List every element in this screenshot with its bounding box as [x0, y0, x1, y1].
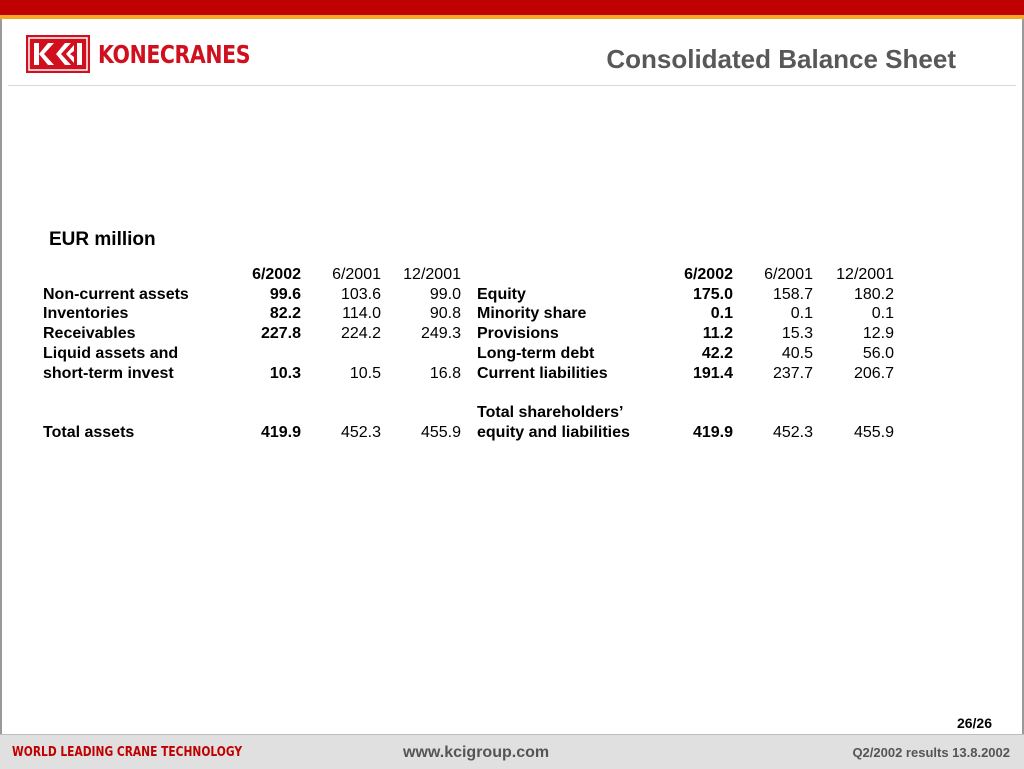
cell-left-6-2001: 10.5 — [349, 364, 381, 382]
header-divider — [8, 85, 1016, 86]
cell-left-label: short-term invest — [43, 364, 174, 382]
logo-wordmark: KONECRANES — [98, 39, 251, 69]
cell-left-label: Total assets — [43, 423, 135, 441]
cell-left-6-2001 — [301, 344, 381, 364]
balance-sheet-table — [43, 265, 894, 442]
cell-right-6-2001: 237.7 — [772, 364, 813, 382]
cell-right-12-2001: 0.1 — [871, 305, 894, 323]
table-row — [43, 364, 894, 384]
col-header-right-6-2001: 6/2001 — [764, 266, 813, 283]
cell-left-label: Receivables — [43, 325, 136, 343]
cell-left-6-2002: 82.2 — [269, 305, 301, 323]
cell-left-6-2002: 10.3 — [269, 364, 301, 382]
col-header-right-12-2001: 12/2001 — [836, 266, 894, 283]
table-row — [43, 423, 894, 443]
cell-right-12-2001 — [813, 383, 894, 403]
cell-right-6-2001: 452.3 — [772, 423, 813, 441]
cell-right-label — [461, 383, 683, 403]
cell-right-12-2001: 455.9 — [853, 423, 894, 441]
cell-right-label: Current liabilities — [477, 364, 608, 382]
cell-left-6-2001: 224.2 — [340, 325, 381, 343]
cell-left-6-2002: 419.9 — [260, 423, 301, 441]
col-header-left-6-2001: 6/2001 — [332, 266, 381, 283]
cell-left-12-2001 — [381, 403, 461, 423]
header-blank-left — [43, 265, 233, 285]
cell-right-6-2002: 11.2 — [702, 325, 733, 343]
cell-right-label: Total shareholders’ — [477, 403, 624, 421]
table-row — [43, 383, 894, 403]
cell-left-12-2001: 16.8 — [429, 364, 461, 382]
col-header-left-6-2002: 6/2002 — [252, 266, 301, 283]
cell-left-12-2001: 249.3 — [420, 325, 461, 343]
cell-right-6-2001: 0.1 — [790, 305, 813, 323]
col-header-right-6-2002: 6/2002 — [684, 266, 733, 283]
table-row — [43, 344, 894, 364]
cell-right-label: Equity — [477, 285, 526, 303]
page-title: Consolidated Balance Sheet — [606, 44, 956, 74]
cell-left-12-2001: 455.9 — [420, 423, 461, 441]
cell-right-6-2001: 158.7 — [772, 285, 813, 303]
table-row — [43, 285, 894, 305]
cell-left-6-2001: 103.6 — [340, 285, 381, 303]
cell-left-label — [43, 383, 233, 403]
top-red-bar — [0, 0, 1024, 15]
kci-logo-mark-icon — [26, 35, 90, 73]
cell-left-6-2002 — [233, 403, 301, 423]
cell-left-6-2002: 227.8 — [260, 325, 301, 343]
frame-left-border — [0, 19, 2, 734]
cell-right-label: Long-term debt — [477, 344, 595, 362]
cell-left-label: Inventories — [43, 305, 129, 323]
cell-left-6-2001: 114.0 — [342, 305, 381, 323]
footer-slogan: WORLD LEADING CRANE TECHNOLOGY — [12, 745, 243, 760]
cell-left-label: Non-current assets — [43, 285, 189, 303]
cell-right-12-2001: 12.9 — [862, 325, 894, 343]
cell-left-6-2002 — [233, 344, 301, 364]
footer-date: Q2/2002 results 13.8.2002 — [852, 745, 1010, 760]
cell-right-6-2002 — [683, 403, 733, 423]
cell-left-6-2001 — [301, 403, 381, 423]
cell-left-6-2001 — [301, 383, 381, 403]
cell-right-label: Minority share — [477, 305, 587, 323]
cell-right-6-2001 — [733, 383, 813, 403]
cell-right-12-2001: 206.7 — [853, 364, 894, 382]
cell-right-6-2001: 40.5 — [781, 344, 813, 362]
table-header-row — [43, 265, 894, 285]
cell-right-6-2002: 175.0 — [692, 285, 733, 303]
table-row — [43, 324, 894, 344]
cell-right-12-2001 — [813, 403, 894, 423]
cell-left-label — [43, 403, 233, 423]
cell-right-6-2002: 0.1 — [710, 305, 733, 323]
table-row — [43, 403, 894, 423]
cell-left-6-2002 — [233, 383, 301, 403]
cell-right-6-2002: 42.2 — [701, 344, 733, 362]
footer-url-link[interactable]: www.kcigroup.com — [403, 744, 550, 761]
cell-right-label: Provisions — [477, 325, 559, 343]
unit-label: EUR million — [49, 229, 156, 250]
table-row — [43, 304, 894, 324]
cell-right-6-2002 — [683, 383, 733, 403]
cell-left-12-2001: 90.8 — [429, 305, 461, 323]
col-header-left-12-2001: 12/2001 — [403, 266, 461, 283]
cell-right-6-2002: 191.4 — [692, 364, 733, 382]
top-orange-bar — [0, 15, 1024, 19]
cell-right-6-2001 — [733, 403, 813, 423]
page-number: 26/26 — [956, 715, 992, 731]
cell-left-6-2001: 452.3 — [340, 423, 381, 441]
cell-left-12-2001: 99.0 — [429, 285, 461, 303]
cell-left-12-2001 — [381, 383, 461, 403]
cell-right-label: equity and liabilities — [477, 423, 630, 441]
cell-left-6-2002: 99.6 — [269, 285, 301, 303]
cell-left-12-2001 — [381, 344, 461, 364]
cell-right-12-2001: 180.2 — [853, 285, 894, 303]
cell-right-12-2001: 56.0 — [862, 344, 894, 362]
cell-right-6-2001: 15.3 — [781, 325, 813, 343]
konecranes-logo — [26, 35, 283, 73]
cell-left-label: Liquid assets and — [43, 344, 179, 362]
cell-right-6-2002: 419.9 — [692, 423, 733, 441]
header-blank-right — [461, 265, 683, 285]
